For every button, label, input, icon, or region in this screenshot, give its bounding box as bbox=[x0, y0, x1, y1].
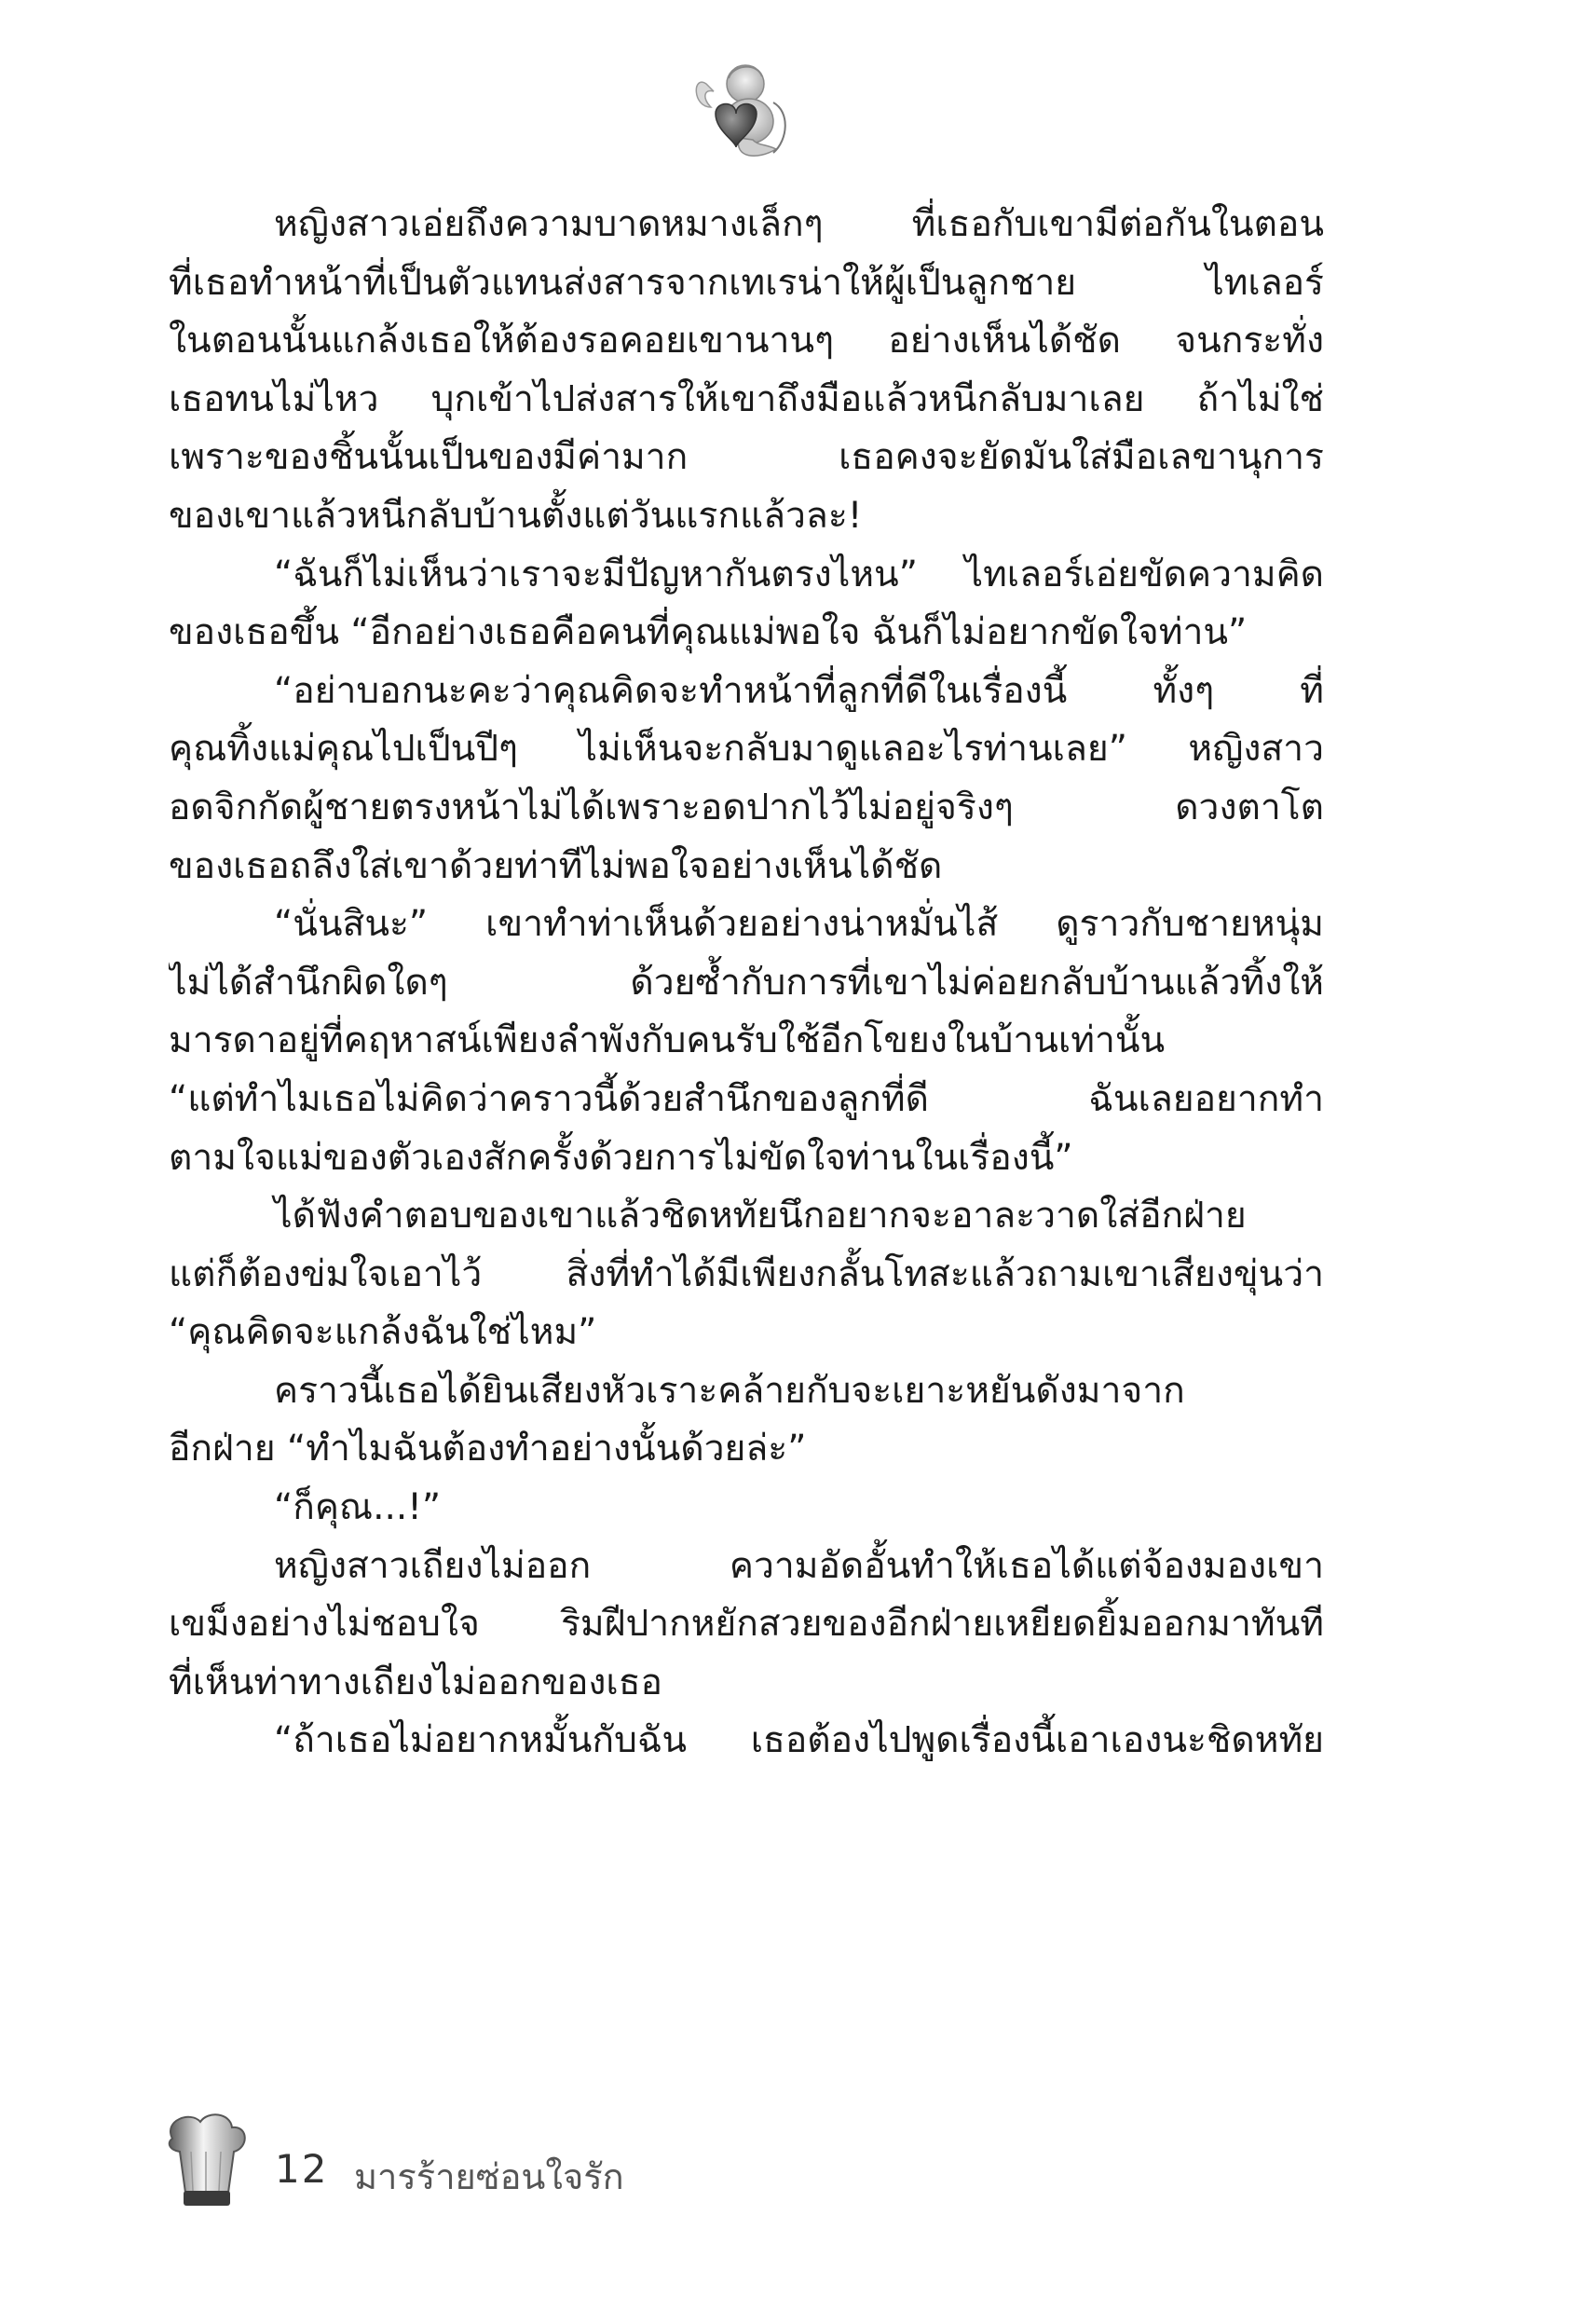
text-line: “ก็คุณ...!” bbox=[274, 1486, 442, 1529]
text-line: อีกฝ่าย “ทำไมฉันต้องทำอย่างนั้นด้วยล่ะ” bbox=[169, 1428, 807, 1470]
text-line: เขม็งอย่างไม่ชอบใจ ริมฝีปากหยักสวยของอีกฝ่ายเหยียดยิ้มออกมาทันที bbox=[169, 1603, 1324, 1646]
text-line: “ถ้าเธอไม่อยากหมั้นกับฉัน เธอต้องไปพูดเรื่องนี้เอาเองนะชิดหทัย bbox=[274, 1719, 1324, 1762]
text-line: ของเธอถลึงใส่เขาด้วยท่าทีไม่พอใจอย่างเห็นได้ชัด bbox=[169, 844, 943, 887]
text-line: ไม่ได้สำนึกผิดใดๆ ด้วยซ้ำกับการที่เขาไม่ค่อยกลับบ้านแล้วทิ้งให้ bbox=[169, 961, 1324, 1004]
text-line: ในตอนนั้นแกล้งเธอให้ต้องรอคอยเขานานๆ อย่างเห็นได้ชัด จนกระทั่ง bbox=[169, 320, 1324, 362]
cupid-with-heart-icon bbox=[688, 56, 799, 168]
text-line: คราวนี้เธอได้ยินเสียงหัวเราะคล้ายกับจะเยาะหยันดังมาจาก bbox=[274, 1369, 1185, 1412]
text-line: ตามใจแม่ของตัวเองสักครั้งด้วยการไม่ขัดใจท่านในเรื่องนี้” bbox=[169, 1136, 1073, 1179]
text-line: ของเขาแล้วหนีกลับบ้านตั้งแต่วันแรกแล้วละ! bbox=[169, 494, 863, 537]
text-line: ที่เธอทำหน้าที่เป็นตัวแทนส่งสารจากเทเรน่าให้ผู้เป็นลูกชาย ไทเลอร์ bbox=[169, 261, 1324, 304]
text-line: หญิงสาวเถียงไม่ออก ความอัดอั้นทำให้เธอได้แต่จ้องมองเขา bbox=[274, 1544, 1324, 1587]
text-line: คุณทิ้งแม่คุณไปเป็นปีๆ ไม่เห็นจะกลับมาดูแลอะไรท่านเลย” หญิงสาว bbox=[169, 728, 1324, 771]
text-line: หญิงสาวเอ่ยถึงความบาดหมางเล็กๆ ที่เธอกับเขามีต่อกันในตอน bbox=[274, 203, 1324, 245]
text-line: ที่เห็นท่าทางเถียงไม่ออกของเธอ bbox=[169, 1661, 662, 1703]
body-text bbox=[169, 196, 1324, 1771]
text-line: “แต่ทำไมเธอไม่คิดว่าคราวนี้ด้วยสำนึกของลูกที่ดี ฉันเลยอยากทำ bbox=[169, 1077, 1324, 1120]
page-footer bbox=[163, 2111, 908, 2222]
text-line: “นั่นสินะ” เขาทำท่าเห็นด้วยอย่างน่าหมั่นไส้ ดูราวกับชายหนุ่ม bbox=[274, 903, 1324, 946]
text-line: แต่ก็ต้องข่มใจเอาไว้ สิ่งที่ทำได้มีเพียงกลั้นโทสะแล้วถามเขาเสียงขุ่นว่า bbox=[169, 1252, 1324, 1295]
text-line: อดจิกกัดผู้ชายตรงหน้าไม่ได้เพราะอดปากไว้ไม่อยู่จริงๆ ดวงตาโต bbox=[169, 786, 1324, 828]
text-line: “คุณคิดจะแกล้งฉันใช่ไหม” bbox=[169, 1311, 597, 1354]
text-line: “อย่าบอกนะคะว่าคุณคิดจะทำหน้าที่ลูกที่ดีในเรื่องนี้ ทั้งๆ ที่ bbox=[274, 669, 1324, 712]
text-line: เพราะของชิ้นนั้นเป็นของมีค่ามาก เธอคงจะยัดมันใส่มือเลขานุการ bbox=[169, 436, 1324, 479]
text-line: ได้ฟังคำตอบของเขาแล้วชิดหทัยนึกอยากจะอาละวาดใส่อีกฝ่าย bbox=[274, 1195, 1247, 1238]
text-line: มารดาอยู่ที่คฤหาสน์เพียงลำพังกับคนรับใช้อีกโขยงในบ้านเท่านั้น bbox=[169, 1019, 1166, 1062]
book-title: มารร้ายซ่อนใจรัก bbox=[354, 2156, 624, 2197]
text-line: “ฉันก็ไม่เห็นว่าเราจะมีปัญหากันตรงไหน” ไทเลอร์เอ่ยขัดความคิด bbox=[274, 553, 1324, 595]
text-line: ของเธอขึ้น “อีกอย่างเธอคือคนที่คุณแม่พอใจ ฉันก็ไม่อยากขัดใจท่าน” bbox=[169, 611, 1248, 654]
text-line: เธอทนไม่ไหว บุกเข้าไปส่งสารให้เขาถึงมือแล้วหนีกลับมาเลย ถ้าไม่ใช่ bbox=[169, 377, 1324, 420]
page-number: 12 bbox=[275, 2146, 329, 2192]
chef-hat-icon bbox=[163, 2111, 249, 2213]
